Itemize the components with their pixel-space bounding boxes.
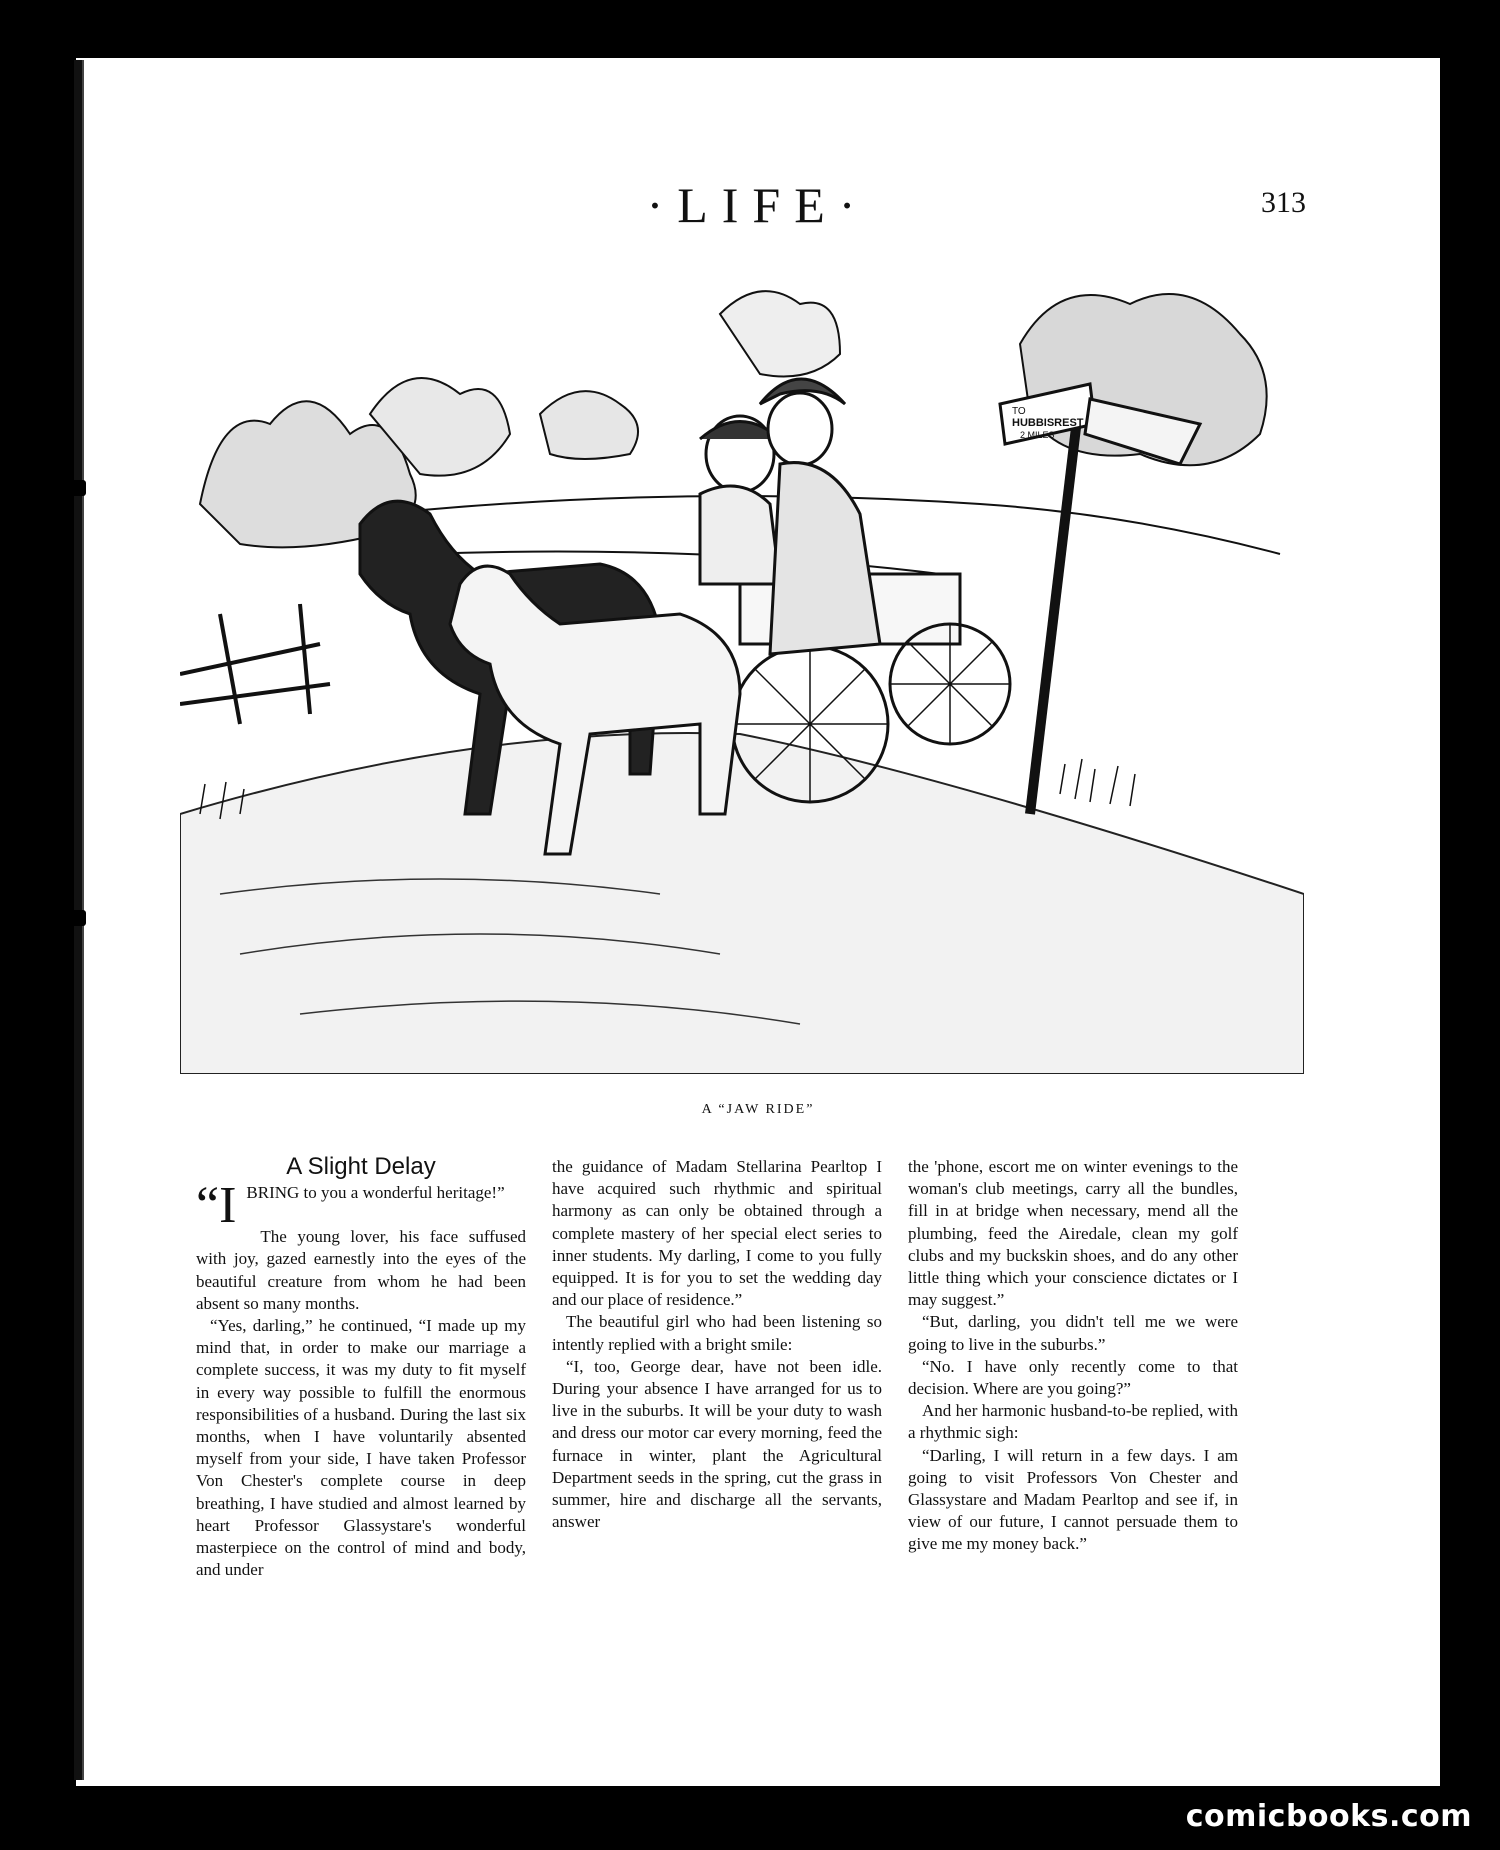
paragraph: the guidance of Madam Stellarina Pearltop I have acquired such rhythmic and spiritual harmony as can only be obtained through a complete mastery of her special elect series to inner students. My darling, I come to you fully equipped. It is for you to set the wedding day and our place of residence.” <box>552 1157 882 1310</box>
article-title: A Slight Delay <box>286 1153 436 1180</box>
drop-cap: “I <box>196 1177 237 1235</box>
sign-text-distance: 2 MILES <box>1020 430 1055 440</box>
paragraph: “Darling, I will return in a few days. I am going to visit Professors Von Chester and Glassystare and Madam Pearltop and see if, in view of our future, I cannot persuade them to give me my money back.” <box>908 1445 1238 1554</box>
site-watermark: comicbooks.com <box>1185 1799 1472 1834</box>
illustration-caption: A “JAW RIDE” <box>701 1102 815 1117</box>
paragraph: And her harmonic husband-to-be replied, with a rhythmic sigh: <box>908 1401 1238 1443</box>
paragraph: The beautiful girl who had been listening so intently replied with a bright smile: <box>552 1312 882 1354</box>
text-column-3 <box>908 1156 1238 1556</box>
magazine-title: ·LIFE· <box>646 177 870 233</box>
magazine-page <box>76 58 1440 1786</box>
binding-ring <box>70 910 86 926</box>
paragraph: “Yes, darling,” he continued, “I made up my mind that, in order to make our marriage a complete success, it was my duty to fit myself in every way possible to fulfill the enormous responsibilities of a husband. During the last six months, when I have voluntarily absented myself from your side, I have taken Professor Von Chester's complete course in deep breathing, I have studied and almost learned by heart Professor Glassystare's wonderful masterpiece on the control of mind and body, and under <box>196 1316 526 1580</box>
paragraph: “I, too, George dear, have not been idle. During your absence I have arranged for us to live in the suburbs. It will be your duty to wash and dress our motor car every morning, feed the furnace in winter, plant the Agricultural Department seeds in the spring, cut the grass in summer, hire and discharge all the servants, answer <box>552 1356 882 1532</box>
sign-text-to: TO <box>1012 406 1026 417</box>
sign-text-destination: HUBBISREST <box>1012 417 1084 429</box>
cartoon-illustration <box>180 254 1304 1074</box>
text-column-2 <box>552 1156 882 1533</box>
paragraph: The young lover, his face suffused with joy, gazed earnestly into the eyes of the beautiful creature from whom he had been absent so many months. <box>196 1227 526 1313</box>
paragraph: “No. I have only recently come to that decision. Where are you going?” <box>908 1356 1238 1399</box>
opening-paragraph <box>196 1177 526 1235</box>
page-number: 313 <box>1261 186 1306 219</box>
opening-text: BRING to you a wonderful heritage!” <box>246 1183 505 1203</box>
paragraph: “But, darling, you didn't tell me we were going to live in the suburbs.” <box>908 1312 1238 1354</box>
text-column-1 <box>196 1153 526 1581</box>
binding-ring <box>70 480 86 496</box>
paragraph: the 'phone, escort me on winter evenings to the woman's club meetings, carry all the bundles, fill in at bridge when necessary, mend all the plumbing, feed the Airedale, clean my golf clubs and my buckskin shoes, and do any other little thing which your conscience dictates or I may suggest.” <box>908 1157 1238 1310</box>
